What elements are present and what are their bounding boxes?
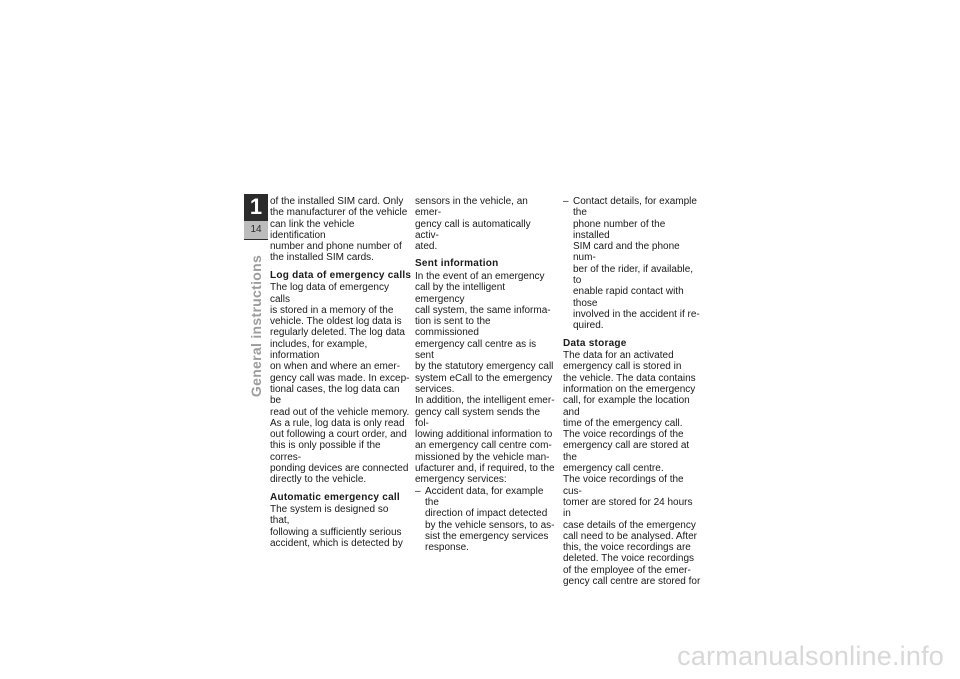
heading-log-data: Log data of emergency calls [270, 269, 412, 281]
text-column-2 [415, 196, 555, 553]
paragraph-sent-information: In the event of an emergency call by the intelligent emergency call system, the same informa- tion is sent to the commissioned emergency call centre as is sent by the statutory emergency call system eCall to the emergency services. In addition, the intelligent emer- gency call system sends the fol- lowing additional information to an emergency call centre com- missioned by the vehicle man- ufacturer and, if required, to the emergency services: [415, 270, 555, 486]
chapter-number: 1 [249, 194, 263, 219]
chapter-marker [244, 194, 268, 240]
paragraph-sim-card: of the installed SIM card. Only the manufacturer of the vehicle can link the vehicle identification number and phone number of the installed SIM cards. [270, 196, 408, 264]
section-label: General instructions [248, 254, 264, 398]
dash-bullet: – [415, 485, 421, 497]
paragraph-automatic-emergency-call: The system is designed so that, following a sufficiently serious accident, which is detected by [270, 504, 403, 550]
page-number: 14 [244, 221, 268, 239]
paragraph-activation: sensors in the vehicle, an emer- gency call is automatically activ- ated. [415, 196, 531, 253]
list-item-text: Accident data, for example the direction of impact detected by the vehicle sensors, to as- sist the emergency services response. [425, 485, 555, 554]
heading-automatic-emergency-call: Automatic emergency call [270, 491, 400, 503]
list-item [415, 486, 555, 554]
list-item-text: Contact details, for example the phone number of the installed SIM card and the phone num- ber of the rider, if available, to enable rapid contact with those involved in the accident if re- quired. [573, 196, 700, 332]
watermark: carmanualsonline.info [677, 641, 944, 671]
text-column-3 [563, 196, 703, 587]
paragraph-log-data: The log data of emergency calls is stored in a memory of the vehicle. The oldest log data is regularly deleted. The log data includes, for example, information on when and where an emer- gency call was made. In excep- tional cases, the log data can be read out of the vehicle memory. As a rule, log data is only read out following a court order, and this is only possible if the corres- ponding devices are connected directly to the vehicle. [270, 282, 410, 486]
text-column-1 [270, 196, 410, 549]
heading-sent-information: Sent information [415, 258, 499, 270]
list-item [563, 196, 703, 332]
dash-bullet: – [563, 196, 569, 207]
paragraph-data-storage: The data for an activated emergency call is stored in the vehicle. The data contains information on the emergency call, for example the location and time of the emergency call. The voice recordings of the emergency call are stored at the emergency call centre. The voice recordings of the cus- tomer are stored for 24 hours in case details of the emergency call need to be analysed. After this, the voice recordings are deleted. The voice recordings of the employee of the emer- gency call centre are stored for [563, 350, 701, 587]
heading-data-storage: Data storage [563, 337, 627, 349]
